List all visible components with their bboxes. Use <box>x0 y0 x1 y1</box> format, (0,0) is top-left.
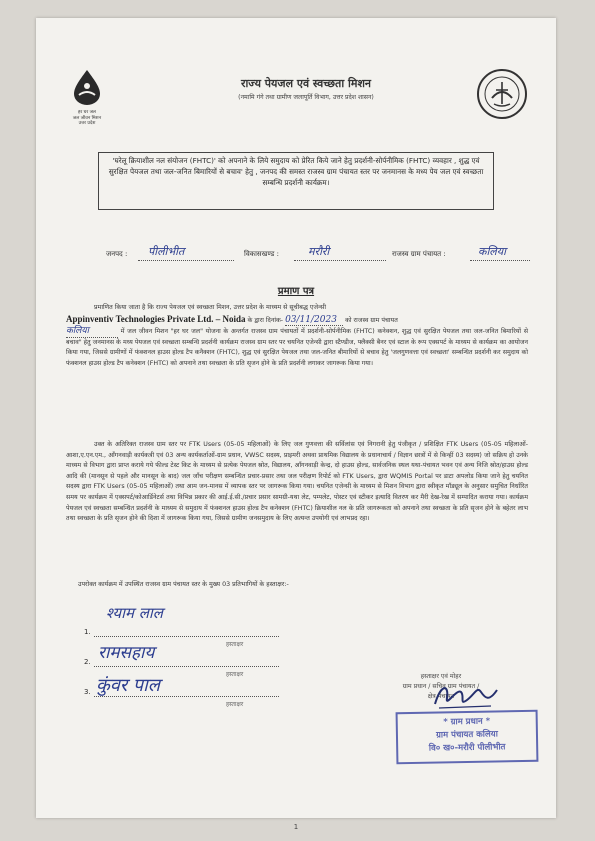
witness-3-number: 3. <box>84 688 91 696</box>
witness-1-number: 1. <box>84 628 91 636</box>
witness-2-signature: रामसहाय <box>98 643 155 663</box>
panchayat-value: कलिया <box>478 245 506 258</box>
witness-3-signature: कुंवर पाल <box>96 675 161 696</box>
mission-title: राज्य पेयजल एवं स्वच्छता मिशन <box>240 77 372 90</box>
village-name: कलिया <box>66 326 118 338</box>
page-number: 1 <box>293 823 299 831</box>
witness-1-signature: श्याम लाल <box>106 604 163 622</box>
witness-2-line <box>94 666 279 667</box>
signatory-line-3: क्षेत्र पंचायत <box>427 693 455 700</box>
witness-2-number: 2. <box>84 658 91 666</box>
witness-3-caption: हस्ताक्षर <box>226 701 244 708</box>
certificate-sheet <box>36 18 556 831</box>
witness-1-line <box>94 636 279 637</box>
certificate-paragraph-2: उक्त के अतिरिक्त राजस्व ग्राम स्तर पर FTK Users (05-05 महिलाओं) के लिए जल गुणवत्ता की सर्विलांस एवं निगरानी हेतु पंजीकृत / प्रशिक्षित FTK Users (05-05 महिलाओं-आशा,ए.एन.एम., आँगनवाड़ी कार्यकत्री एवं 03 अन्य कार्यकर्ताओं-ग्राम प्रधान, VWSC सदस्य, प्राइमरी अथवा प्राथमिक विद्यालय के प्रधानाचार्य / विज्ञान छात्रों में से किन्हीं 03 सदस्य) जो सक्रिय हो उनके माध्यम से विभाग द्वारा प्राप्त कराये गये फील्ड टेस्ट किट के माध्यम से प्रत्येक पेयजल स्रोत, विद्यालय, आँगनवाड़ी केन्द्र, दो हाउस होल्ड, सार्वजनिक स्थल यथा-पंचायत भवन एवं अन्य निजि स्रोत/हाउस होल्ड आदि की (मानसून से पहले और मानसून के बाद) जल जाँच परीक्षण सम्बन्धित प्रचार-प्रसार तथा जल परीक्षण रिपोर्ट को FTK Users, द्वारा WQMIS Portal पर डाटा अपलोड किया जाने हेतु चयनित सदस्य द्वारा FTK Users (05-05 महिलाओं) तथा आम जन-मानस में व्यापक स्तर पर जागरूक किया गया। चयनित एजेन्सी के माध्यम से मिशन विभाग द्वारा स्वीकृत मॉड्यूल के अनुसार समुचित निर्धारित समय पर कार्यक्रम में एक्सपर्ट/कोआर्डिनेटर्स तथा विभिन्न प्रकार की आई.ई.सी./प्रचार प्रसार सामग्री-यथा लेट, पम्पलेट, पोस्टर एवं स्टीकर इत्यादि वितरण कर मैरी देख-रेख में सम्पादित कराया गया। कार्यक्रम पेयजल एवं स्वच्छता सम्बन्धित प्रदर्शनी के माध्यम से समुदाय में फंक्शनल हाउस होल्ड टैप कनेक्शन (FHTC) क्रियाशील नल के प्रति जागरूकता को अपनाने तथा स्वच्छता के प्रति सृजन होने के बहेतर लाभ तथा स्वच्छता के प्रति सृजन होने की दिशा में जागरूक किया गया, जिससे ग्रामीण जनसमुदाय के लिए अत्यन्त उपयोगी एवं लाभप्रद रहा। <box>66 441 528 523</box>
para1-village-label: को राजस्व ग्राम पंचायत <box>345 316 398 324</box>
pradhan-signature-icon <box>431 678 501 714</box>
panchayat-label: राजस्व ग्राम पंचायत : <box>392 250 446 258</box>
water-drop-icon <box>64 68 110 106</box>
gram-pradhan-stamp <box>396 710 539 764</box>
para1-intro: प्रमाणित किया जाता है कि राज्य पेयजल एवं स्वच्छता मिशन, उत्तर प्रदेश के माध्यम से सूचीबद्ध एजेन्सी <box>94 304 326 311</box>
certificate-heading: प्रमाण पत्र <box>277 286 315 297</box>
signatory-line-1: हस्ताक्षर एवं मोहर <box>420 673 462 680</box>
witness-3-line <box>94 696 279 697</box>
witness-2-caption: हस्ताक्षर <box>226 671 244 678</box>
up-government-emblem-icon <box>476 68 528 120</box>
signatory-line-2: ग्राम प्रधान / सचिव ग्राम पंचायत / <box>402 683 480 690</box>
jal-jeevan-mission-logo <box>64 68 110 128</box>
agency-name: Appinventiv Technologies Private Ltd. – Noida <box>66 313 246 324</box>
event-date: 03/11/2023 <box>285 315 343 327</box>
certificate-paragraph-1 <box>66 303 528 370</box>
para1-date-label: के द्वारा दिनांक- <box>247 316 284 324</box>
stamp-line-2: ग्राम पंचायत कलिया <box>435 729 498 741</box>
logo-caption: हर घर जल जल जीवन मिशन उत्तर प्रदेश <box>72 110 102 126</box>
location-row <box>86 245 526 264</box>
district-value: पीलीभीत <box>148 245 185 258</box>
stamp-line-3: वि० ख०-मरौरी पीलीभीत <box>428 742 506 754</box>
para1-body: में जल जीवन मिशन "हर घर जल" योजना के अन्तर्गत राजस्व ग्राम पंचायतों में प्रदर्शनी-सोर्पनीमिक (FHTC) कनेक्शन, शुद्ध एवं सुरक्षित पेयजल तथा जल-जनित बिमारियों से बचाव" हेतु जनमानस के मध्य पेयजल एवं स्वच्छता सम्बन्धि प्रदर्शनी कार्यक्रम राजस्व ग्राम स्तर पर चयनित एजेन्सी द्वारा स्टैण्डीज, फ्लैक्सी बैनर एवं स्टाल के रूप एक्सपर्ट के माध्यम से कार्यक्रम का आयोजन किया गया, जिससे ग्रामीणों में फंक्शनल हाउस होल्ड टैप कनैक्शन (FHTC), शुद्ध एवं सुरक्षित पेयजल तथा जल-जनित बीमारियों से बचाव हेतु 'जलगुणवत्ता एवं स्वच्छता' सम्बन्धित प्रदर्शनी कर समुदाय को फंक्शनल हाउस होल्ड टैप कनेक्शन (FHTC) को अपनाने तथा स्वच्छता के प्रति सृजन होने के प्रति प्रदर्शनी लगाकर जागरूक किया गया। <box>66 328 528 367</box>
witness-1-caption: हस्ताक्षर <box>226 641 244 648</box>
district-label: जनपद : <box>106 250 128 258</box>
mission-subtitle: (नमामि गंगे तथा ग्रामीण जलापूर्ति विभाग, उत्तर प्रदेश शासन) <box>238 94 374 101</box>
block-value: मरौरी <box>308 245 330 258</box>
campaign-description-box: 'घरेलू क्रियाशील नल संयोजन (FHTC)' को अपनाने के लिये समुदाय को प्रेरित किये जाने हेतु प्रदर्शनी-सोर्पनीमिक (FHTC) व्यवहार , शुद्ध एवं सुरक्षित पेयजल तथा जल-जनित बिमारियों से बचाव' हेतु , जनपद की समस्त राजस्व ग्राम पंचायत स्तर पर जनमानस के मध्य पेय जल एवं स्वच्छता सम्बन्धि प्रदर्शनी कार्यक्रम। <box>98 152 494 210</box>
block-label: विकासखण्ड : <box>244 250 280 258</box>
stamp-line-1: * ग्राम प्रधान * <box>443 716 491 728</box>
witness-caption: उपरोक्त कार्यक्रम में उपस्थित राजस्व ग्राम पंचायत स्तर के मुख्य 03 प्रतिभागियों के हस्ताक्षर:- <box>78 581 289 588</box>
